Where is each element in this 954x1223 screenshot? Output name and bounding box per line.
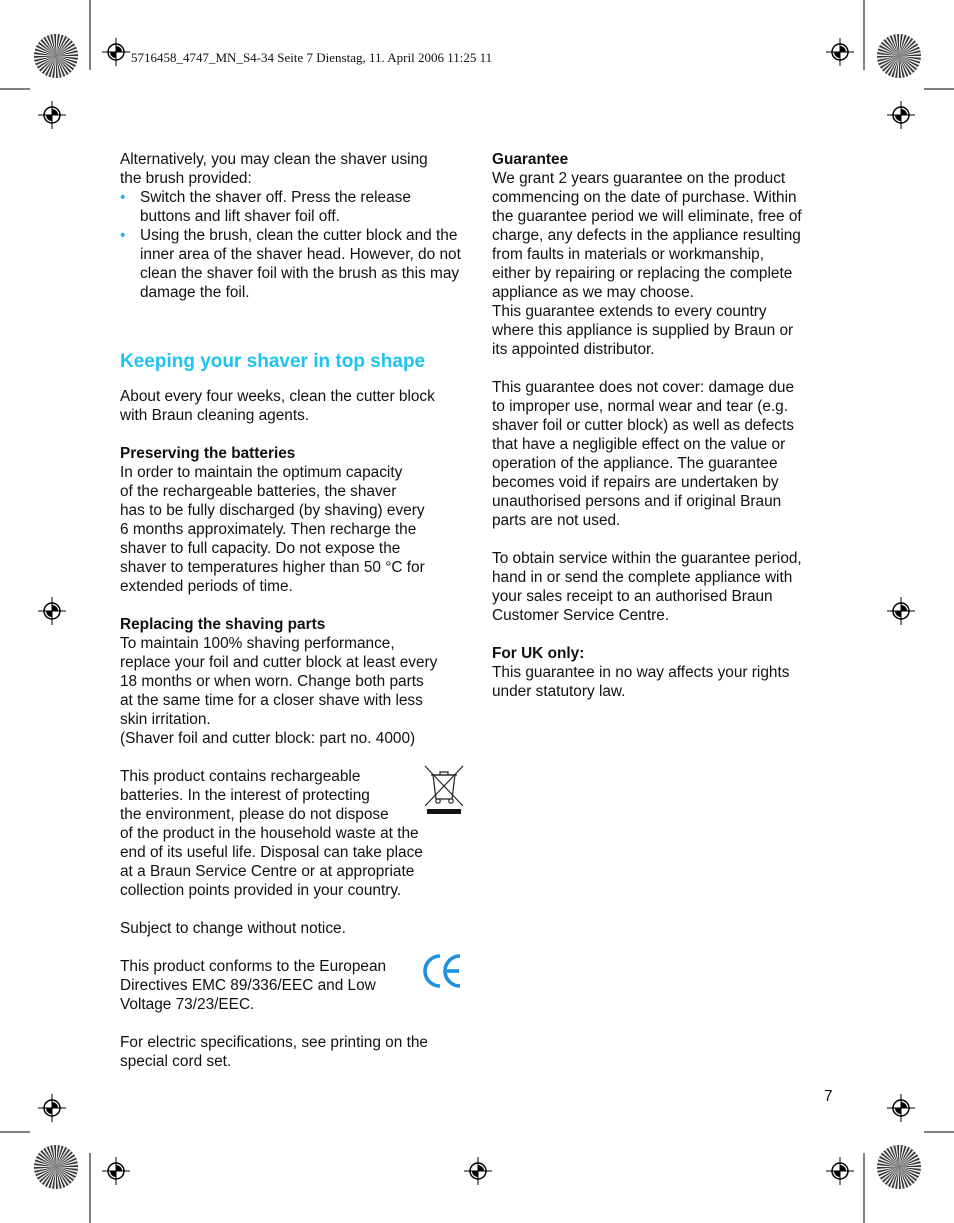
text-line: shaver to temperatures higher than 50 °C for (120, 559, 425, 576)
text-line: Voltage 73/23/EEC. (120, 996, 255, 1013)
text-line: to improper use, normal wear and tear (e.g. (492, 398, 788, 415)
section-title: Keeping your shaver in top shape (120, 351, 426, 372)
text-line: In order to maintain the optimum capacity (120, 464, 403, 481)
cleaning-steps-list (120, 188, 465, 302)
ce-mark-icon (421, 951, 463, 991)
print-slug: 5716458_4747_MN_S4-34 Seite 7 Dienstag, 11. April 2006 11:25 11 (131, 50, 493, 65)
guarantee-paragraph (492, 169, 837, 359)
text-line: its appointed distributor. (492, 341, 655, 358)
crosshair-target (464, 1157, 492, 1185)
specs-paragraph: For electric specifications, see printing on the special cord set. (120, 1034, 428, 1070)
text-line: becomes void if repairs are undertaken by (492, 474, 779, 491)
text-line: at the same time for a closer shave with less (120, 692, 423, 709)
crosshair-target (826, 1157, 854, 1185)
right-column (492, 150, 837, 701)
text-line: charge, any defects in the appliance resulting (492, 227, 801, 244)
text-line: from faults in materials or workmanship, (492, 246, 764, 263)
text-line: collection points provided in your country. (120, 882, 402, 899)
starburst-target-bottom-left (33, 1144, 79, 1190)
text-line: To maintain 100% shaving performance, (120, 635, 395, 652)
text-line: (Shaver foil and cutter block: part no. 4000) (120, 730, 416, 747)
crosshair-target (38, 101, 66, 129)
text-line: extended periods of time. (120, 578, 293, 595)
batteries-paragraph (120, 463, 465, 596)
text-line: skin irritation. (120, 711, 211, 728)
crosshair-target (38, 1094, 66, 1122)
text-line: of the rechargeable batteries, the shaver (120, 483, 397, 500)
text-line: the guarantee period we will eliminate, free of (492, 208, 802, 225)
starburst-target-bottom-right (876, 1144, 922, 1190)
text-line: parts are not used. (492, 512, 621, 529)
service-paragraph (492, 549, 837, 625)
text-line: your sales receipt to an authorised Braun (492, 588, 773, 605)
text-line: has to be fully discharged (by shaving) every (120, 502, 425, 519)
text-line: where this appliance is supplied by Braun or (492, 322, 794, 339)
text-line: This guarantee in no way affects your rights (492, 664, 790, 681)
change-notice: Subject to change without notice. (120, 920, 346, 937)
batteries-heading: Preserving the batteries (120, 445, 296, 462)
uk-heading: For UK only: (492, 645, 585, 662)
text-line: To obtain service within the guarantee period, (492, 550, 802, 567)
parts-paragraph (120, 634, 465, 748)
text-line: This guarantee does not cover: damage due (492, 379, 795, 396)
text-line: of the product in the household waste at the (120, 825, 419, 842)
crosshair-target (102, 1157, 130, 1185)
disposal-paragraph (120, 767, 465, 900)
text-line: shaver foil or cutter block) as well as defects (492, 417, 794, 434)
uk-paragraph (492, 663, 837, 701)
text-line: replace your foil and cutter block at least every (120, 654, 438, 671)
crosshair-target (826, 38, 854, 66)
crossed-out-wheelie-bin-icon (424, 763, 464, 815)
text-line: shaver to full capacity. Do not expose the (120, 540, 401, 557)
crosshair-target (887, 597, 915, 625)
text-line: operation of the appliance. The guarantee (492, 455, 778, 472)
parts-heading: Replacing the shaving parts (120, 616, 326, 633)
cleaning-paragraph: About every four weeks, clean the cutter block with Braun cleaning agents. (120, 388, 435, 424)
intro-line: Alternatively, you may clean the shaver using (120, 151, 428, 168)
left-column (120, 150, 465, 1071)
text-line: hand in or send the complete appliance with (492, 569, 793, 586)
text-line: Directives EMC 89/336/EEC and Low (120, 977, 376, 994)
text-line: This guarantee extends to every country (492, 303, 767, 320)
text-line: 6 months approximately. Then recharge the (120, 521, 417, 538)
text-line: This product contains rechargeable (120, 768, 361, 785)
exclusions-paragraph (492, 378, 837, 530)
text-line: 18 months or when worn. Change both parts (120, 673, 424, 690)
text-line: at a Braun Service Centre or at appropriate (120, 863, 415, 880)
starburst-target-top-right (876, 33, 922, 79)
starburst-target-top-left (33, 33, 79, 79)
text-line: either by repairing or replacing the complete (492, 265, 793, 282)
text-line: that have a negligible effect on the value or (492, 436, 786, 453)
text-line: batteries. In the interest of protecting (120, 787, 370, 804)
text-line: This product conforms to the European (120, 958, 387, 975)
crosshair-target (38, 597, 66, 625)
page-number: 7 (824, 1088, 833, 1105)
text-line: commencing on the date of purchase. Within (492, 189, 797, 206)
text-line: We grant 2 years guarantee on the product (492, 170, 786, 187)
conformity-paragraph (120, 957, 465, 1014)
text-line: appliance as we may choose. (492, 284, 694, 301)
intro-line: the brush provided: (120, 170, 252, 187)
text-line: under statutory law. (492, 683, 626, 700)
text-line: the environment, please do not dispose (120, 806, 389, 823)
crosshair-target (887, 1094, 915, 1122)
crosshair-target (887, 101, 915, 129)
list-item: • Using the brush, clean the cutter block and the inner area of the shaver head. However, do not clean the shaver foil with the brush as this may damage the foil. (120, 226, 465, 302)
crosshair-target (102, 38, 130, 66)
guarantee-heading: Guarantee (492, 151, 569, 168)
text-line: unauthorised persons and if original Braun (492, 493, 782, 510)
list-item: • Switch the shaver off. Press the release buttons and lift shaver foil off. (120, 188, 465, 226)
text-line: end of its useful life. Disposal can take place (120, 844, 423, 861)
text-line: Customer Service Centre. (492, 607, 670, 624)
